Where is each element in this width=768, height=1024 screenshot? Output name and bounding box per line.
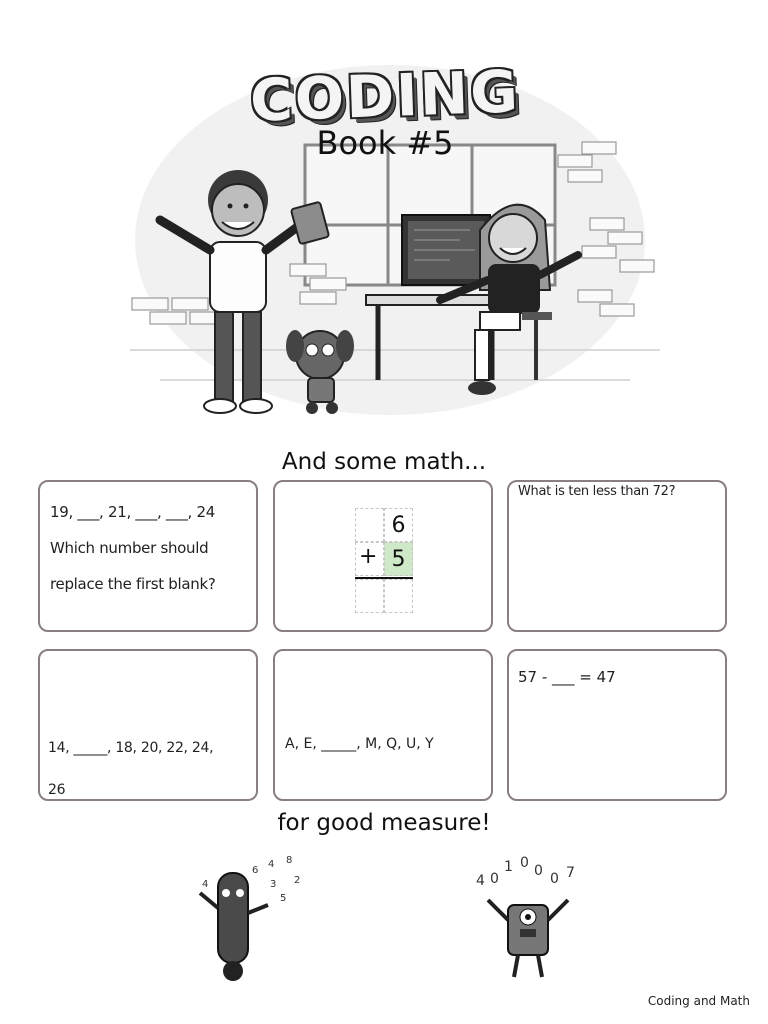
svg-text:0: 0 xyxy=(534,863,543,879)
svg-text:0: 0 xyxy=(550,871,559,887)
answer-cell[interactable] xyxy=(384,579,413,613)
problem-box-4 xyxy=(38,649,258,801)
robot-tall-illustration xyxy=(190,853,330,983)
plus-sign: + xyxy=(359,544,378,569)
problem-line: 14, _____, 18, 20, 22, 24, xyxy=(48,740,214,756)
problem-line: Which number should xyxy=(50,539,209,557)
problem-line: 19, ___, 21, ___, ___, 24 xyxy=(50,503,215,521)
svg-text:2: 2 xyxy=(294,875,301,886)
svg-text:0: 0 xyxy=(490,871,499,887)
problem-sequence: A, E, _____, M, Q, U, Y xyxy=(285,736,434,752)
problem-box-1 xyxy=(38,480,258,632)
problem-line: 26 xyxy=(48,782,66,798)
problem-question: What is ten less than 72? xyxy=(518,484,676,499)
svg-text:5: 5 xyxy=(280,893,287,904)
svg-text:8: 8 xyxy=(286,855,293,866)
svg-text:3: 3 xyxy=(270,879,277,890)
svg-text:7: 7 xyxy=(566,865,575,881)
svg-text:4: 4 xyxy=(202,879,209,890)
addend-top: 6 xyxy=(384,508,413,542)
cover-subtitle: Book #5 xyxy=(316,124,454,162)
addend-bottom: 5 xyxy=(384,542,413,576)
problem-box-5 xyxy=(273,649,493,801)
svg-text:0: 0 xyxy=(520,855,529,871)
grid-cell-empty xyxy=(355,508,384,542)
svg-text:4: 4 xyxy=(476,873,485,889)
closing-heading: for good measure! xyxy=(277,810,491,836)
robot-short-illustration xyxy=(470,855,590,985)
footer-label: Coding and Math xyxy=(647,994,750,1008)
problem-box-2 xyxy=(273,480,493,632)
problem-line: replace the first blank? xyxy=(50,575,216,593)
cover-title: CODING xyxy=(249,57,521,135)
answer-cell[interactable] xyxy=(355,579,384,613)
svg-text:1: 1 xyxy=(504,859,513,875)
problem-box-6 xyxy=(507,649,727,801)
svg-text:6: 6 xyxy=(252,865,259,876)
section-heading: And some math... xyxy=(281,449,487,475)
problem-box-3 xyxy=(507,480,727,632)
svg-text:4: 4 xyxy=(268,859,275,870)
problem-equation: 57 - ___ = 47 xyxy=(518,668,616,686)
